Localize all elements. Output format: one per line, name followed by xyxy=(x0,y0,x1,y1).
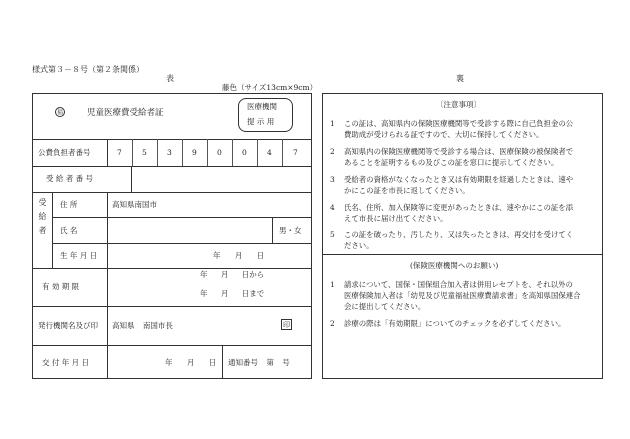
payer-digit: 7 xyxy=(293,148,298,157)
payer-digit: 0 xyxy=(217,148,222,157)
validity-label: 有 効 期 限 xyxy=(42,282,80,291)
request-item: 2 診療の際は「有効期限」についてのチェックを必ずしてください。 xyxy=(330,319,566,328)
card-title: 児童医療費受給者証 xyxy=(87,108,164,118)
requests-title: (保険医療機関へのお願い) xyxy=(410,261,499,270)
notice-number: 通知番号 第 号 xyxy=(228,358,290,367)
issuer-label: 発行機関名及び印 xyxy=(38,321,98,330)
official-seal-icon: 印 xyxy=(283,321,290,329)
payer-digit: 3 xyxy=(167,148,172,157)
payer-digit: 0 xyxy=(242,148,247,157)
badge-line1: 医療機関 xyxy=(247,102,277,111)
payer-digit: 5 xyxy=(142,148,147,157)
address-value: 高知県南国市 xyxy=(112,200,157,209)
validity-from: 年 月 日から xyxy=(200,270,265,279)
dob-label: 生 年 月 日 xyxy=(60,251,98,260)
recipient-number-label: 受 給 者 番 号 xyxy=(46,174,94,183)
gender-options: 男・女 xyxy=(279,226,302,235)
name-label: 氏 名 xyxy=(60,226,78,235)
note-item: 1 この証は、高知県内の保険医療機関等で受診する際に自己負担金の公 費助成が受けられる証ですので、大切に保持してください。 xyxy=(330,119,574,139)
dob-value: 年 月 日 xyxy=(213,251,265,260)
recipient-group-label: 受給者 xyxy=(38,198,47,240)
payer-digit: 9 xyxy=(192,148,197,157)
note-item: 4 氏名、住所、加入保険等に変更があったときは、速やかにこの証を添 えて市長に届け出てください。 xyxy=(330,203,574,223)
payer-digit: 4 xyxy=(267,148,272,157)
back-side-label: 裏 xyxy=(456,74,464,83)
form-number: 様式第３－８号（第２条関係） xyxy=(32,65,144,74)
note-item: 5 この証を破ったり、汚したり、又は失ったときは、再交付を受けてく ださい。 xyxy=(330,230,574,250)
address-label: 住 所 xyxy=(60,200,78,209)
front-card-border xyxy=(32,93,312,379)
note-item: 3 受給者の資格がなくなったとき又は有効期限を経過したときは、速や かにこの証を市長に返してください。 xyxy=(330,175,574,195)
payer-number-label: 公費負担者番号 xyxy=(38,148,91,157)
front-side-label: 表 xyxy=(166,74,174,83)
request-item: 1 請求について、国保・国保組合加入者は併用レセプトを、それ以外の 医療保険加入者は「幼児及び児童福祉医療費請求書」を高知県国保連合 会に提出してください。 xyxy=(330,280,581,311)
payer-digit: 7 xyxy=(117,148,122,157)
badge-line2: 提 示 用 xyxy=(247,117,275,126)
notes-title: 〔注意事項〕 xyxy=(436,100,481,109)
validity-to: 年 月 日まで xyxy=(200,289,265,298)
welfare-seal-icon: 福 xyxy=(56,109,63,116)
issuer-value: 高知県 南国市長 xyxy=(112,321,173,330)
note-item: 2 高知県内の保険医療機関等で受診する場合は、医療保険の被保険者で あることを証明するもの及びこの証を窓口に提示してください。 xyxy=(330,147,574,167)
color-note: 藤色（サイズ13cm×9cm） xyxy=(222,83,318,92)
issue-date-label: 交 付 年 月 日 xyxy=(42,358,90,367)
issue-date-value: 年 月 日 xyxy=(165,358,217,367)
